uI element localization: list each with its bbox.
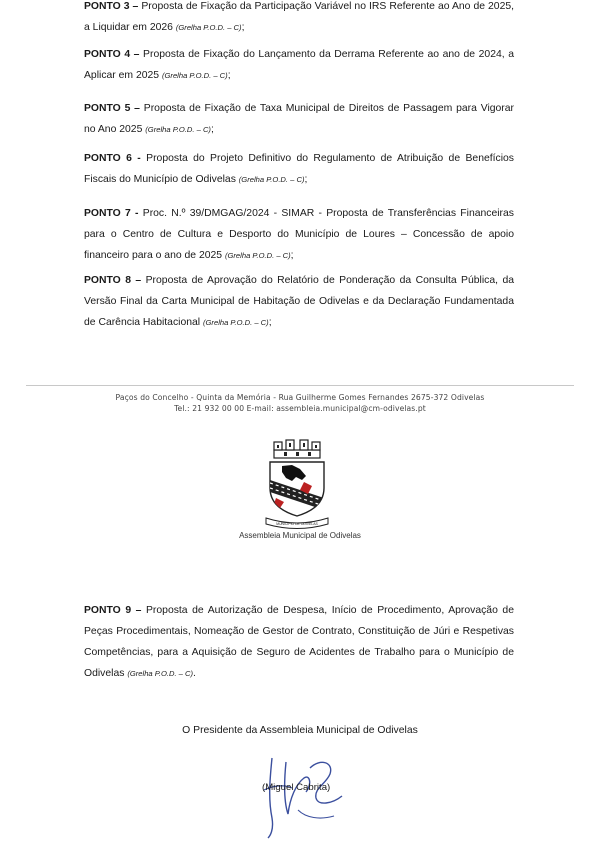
item-grelha: (Grelha P.O.D. – C) [145,125,211,134]
item-grelha: (Grelha P.O.D. – C) [127,669,194,678]
municipal-crest-icon [262,436,332,530]
item-text: Proposta de Fixação da Participação Variável no IRS Referente ao Ano de 2025, a Liquidar em 2026 [84,1,515,33]
item-end: ; [210,124,214,135]
footer-address: Paços do Concelho - Quinta da Memória - Rua Guilherme Gomes Fernandes 2675-372 Odivelas [115,393,485,402]
item-end: ; [290,250,294,261]
item-grelha: (Grelha P.O.D. – C) [203,318,269,327]
item-grelha: (Grelha P.O.D. – C) [175,23,242,32]
crest-ribbon-text: MUNICÍPIO DE ODIVELAS [276,522,318,526]
agenda-item-9 [84,600,514,684]
agenda-item-8 [84,270,514,333]
item-number: PONTO 6 - [84,153,141,164]
item-number: PONTO 4 – [84,49,140,60]
footer-contact: Tel.: 21 932 00 00 E-mail: assembleia.municipal@cm-odivelas.pt [174,404,426,413]
handwritten-signature-icon [250,748,360,840]
item-text: Proposta de Fixação do Lançamento da Derrama Referente ao ano de 2024, a Aplicar em 2025 [84,49,515,81]
agenda-item-6 [84,148,514,190]
item-text: Proposta de Autorização de Despesa, Início de Procedimento, Aprovação de Peças Procedimentais, Nomeação de Gestor de Contrato, Constituição de Júri e Respetivas Competências, para a Aquisição de Seguro de Acidentes de Trabalho para o Município de Odivelas [84,605,514,679]
agenda-item-7 [84,203,514,266]
item-end: ; [304,174,308,185]
item-text: Proc. N.º 39/DMGAG/2024 - SIMAR - Proposta de Transferências Financeiras para o Centro de Cultura e Desporto do Município de Loures – Concessão de apoio financeiro para o ano de 2025 [84,208,514,261]
item-text: Proposta do Projeto Definitivo do Regulamento de Atribuição de Benefícios Fiscais do Município de Odivelas [84,153,514,185]
item-number: PONTO 8 – [84,275,142,286]
item-grelha: (Grelha P.O.D. – C) [161,71,228,80]
item-end: ; [268,317,272,328]
page-divider [26,385,574,386]
agenda-item-4 [84,44,514,86]
president-name: (Miguel Cabrita) [262,782,331,793]
item-number: PONTO 5 – [84,103,140,114]
agenda-item-3 [84,0,514,38]
item-text: Proposta de Aprovação do Relatório de Ponderação da Consulta Pública, da Versão Final da Carta Municipal de Habitação de Odivelas e da Declaração Fundamentada de Carência Habitacional [84,275,514,328]
item-end: . [193,668,196,679]
item-grelha: (Grelha P.O.D. – C) [224,251,291,260]
agenda-item-5 [84,98,514,140]
item-number: PONTO 9 – [84,605,142,616]
item-end: ; [227,70,231,81]
item-number: PONTO 7 - [84,208,139,219]
assembly-name: Assembleia Municipal de Odivelas [239,531,361,540]
president-title: O Presidente da Assembleia Municipal de Odivelas [182,725,418,736]
item-end: ; [241,22,245,33]
item-number: PONTO 3 – [84,1,139,12]
item-grelha: (Grelha P.O.D. – C) [238,175,305,184]
item-text: Proposta de Fixação de Taxa Municipal de Direitos de Passagem para Vigorar no Ano 2025 [84,103,515,135]
